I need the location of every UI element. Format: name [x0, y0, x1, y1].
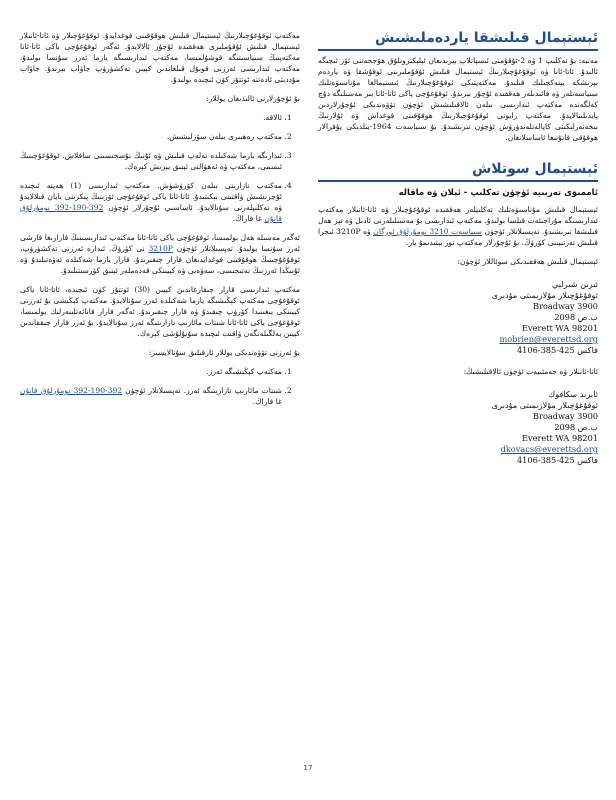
- support-paragraph: مەنبە: بۇ تەكلىپ 1 ۋە 2-ئۇقۇمنى ئىسپاتلاپ بېرىدىغان ئېلېكترونلۇق ھۆججەتنى ئۆز ئىچىگە ئالىدۇ. ئاتا-ئانا ۋە ئوقۇغۇچىلارنىڭ ئېستېمال قىلىش ئۇقۇملىرىنى ئوقۇشقا ۋە ياردەم بېرىشكە يېتەكچىلىك قىلىدۇ. مەكتەپتىكى ئوقۇغۇچىلارنىڭ ئىستېمالغا مۇناسىۋەتلىك سىياسەتلەر ۋە قائىدىلەر ھەققىدە ئۇچۇر بېرىدۇ. ئوقۇغۇچى ياكى ئاتا-ئانا بىر مەسىلىگە دۇچ كەلگەندە مەكتەپ ئىدارىسى بىلەن ئالاقىلىشىش ئۈچۈن تۆۋەندىكى ئۇچۇرلاردىن پايدىلىنالايدۇ. مەكتەپ رايونى ئوقۇغۇچىلارنىڭ ھوقۇقىنى قوغداش ۋە ئۇلارنىڭ بىخەتەرلىكىنى كاپالەتلەندۈرۈش ئۈچۈن تىرىشىدۇ. بۇ سىياسەت 1964-يىلدىكى پۇقرالار ھوقۇقى قانۇنىغا ئاساسلانغان.: [318, 56, 598, 142]
- appeal-text-a: ئەگەر مەسىلە ھەل بولمىسا، ئوقۇغۇچى ياكى ئاتا-ئانا مەكتەپ ئىدارىسىنىڭ قارارىغا قارشى ئەرز سۇنسا بولىدۇ. تەپسىلاتلار ئۈچۈن: [20, 233, 300, 253]
- right-column: [318, 30, 598, 476]
- contact-intro-2: ئاتا-ئانىلار ۋە جەمئىيەت ئۈچۈن ئالاقىلىشىڭ:: [463, 367, 598, 376]
- contact-1-street: 3900 Broadway: [533, 301, 598, 311]
- appeal-paragraph: [20, 232, 300, 276]
- rights-paragraph: مەكتەپ ئوقۇغۇچىلارنىڭ ئېستېمال قىلىش ھوقۇقىنى قوغدايدۇ. ئوقۇغۇچىلار ۋە ئاتا-ئانىلار ئېستېمال قىلىش ئۇقۇملىرى ھەققىدە ئۇچۇر ئالالايدۇ. ئەگەر ئوقۇغۇچى ياكى ئاتا-ئانا مەكتەپنىڭ سىياسىتىگە قوشۇلمىسا، مەكتەپ ئىدارىسىگە يازما ئەرز سۇنسا بولىدۇ. مەكتەپ ئىدارىسى ئەرزنى قوبۇل قىلغاندىن كېيىن تەكشۈرۈپ جاۋاب بېرىدۇ. جاۋاب مۇددىتى ئادەتتە ئوتتۇز كۈن ئىچىدە بولىدۇ.: [20, 31, 300, 84]
- contact-1-city: Everett WA 98201: [522, 323, 598, 333]
- consumption-subheading: ئاممىۋى تەربىيە ئۈچۈن تەكلىپ - ئېلان ۋە ماقالە: [398, 188, 598, 198]
- contact-1-pobox: ب.ص 2098: [554, 312, 598, 322]
- contact-block-1: [318, 279, 598, 356]
- consumption-text-a: ئېستېمال قىلىش مۇناسىۋەتلىك تەكلىپلەر ھەققىدە ئوقۇغۇچىلار ۋە ئاتا-ئانىلار مەكتەپ ئىدارىسىگە مۇراجىئەت قىلسا بولىدۇ. مەكتەپ ئىدارىسى بۇ مەسىلىلەرنى ئادىل ۋە تېز ھەل قىلىشقا تىرىشىدۇ. تەپسىلاتلار ئۈچۈن: [318, 205, 598, 236]
- consumption-paragraph: [318, 204, 598, 248]
- contact-2-pobox: ب.ص 2098: [554, 422, 598, 432]
- consumption-text-b: ۋە 3210P ئىجرا قىلىش تەرتىپىنى كۆرۈڭ. بۇ ئۇچۇرلار مەكتەپ تور بېتىدىمۇ بار.: [318, 227, 598, 247]
- list-item: [20, 180, 282, 224]
- section-title-support: ئېستېمال قىلىشقا ياردەملىشىش: [318, 30, 598, 51]
- contact-2-email[interactable]: dkovacs@everettsd.org: [500, 444, 598, 454]
- appeal-procedure-link[interactable]: 3210P: [148, 244, 173, 253]
- board-appeal-paragraph: مەكتەپ ئىدارىسى قارار چىقارغاندىن كېيىن (30) ئوتتۇز كۈن ئىچىدە، ئاتا-ئانا ياكى ئوقۇغۇچى مەكتەپ كېڭىشىگە يازما شەكىلدە ئەرز سۇنالايدۇ. مەكتەپ كېڭىشى بۇ ئەرزنى كېيىنكى يىغىنىدا كۆرۈپ چىقىدۇ ۋە قارار چىقىرىدۇ. ئەگەر قارار قانائەتلىنەرلىك بولمىسا، ئوقۇغۇچى ياكى ئاتا-ئانا شىتات مائارىپ نازارىتىگە ئەرز سۇنالايدۇ. بۇ ئەرز قارار چىققاندىن كېيىن بەلگىلەنگەن ۋاقىت ئىچىدە سۇنۇلۇشى كېرەك.: [20, 285, 300, 338]
- contact-1-fax: فاكس 425-385-4106: [516, 345, 598, 355]
- contact-1-title: ئوقۇغۇچىلار مۇلازىمىتى مۇدىرى: [491, 290, 598, 300]
- steps-list: [20, 112, 300, 224]
- contact-2-title: ئوقۇغۇچىلار مۇلازىمىتى مۇدىرى: [491, 400, 598, 410]
- final-intro: بۇ ئەرزنى تۆۋەندىكى يوللار ئارقىلىق سۇنالايسىز:: [148, 348, 300, 357]
- list-item: [20, 385, 282, 407]
- left-column: [20, 30, 300, 415]
- final-law-link[interactable]: 392-190-392 نومۇرلۇق قانۇن: [20, 386, 123, 395]
- list-item: 3. ئىدارىگە يازما شەكىلدە تەلەپ قىلىش ۋە ئۇنىڭ نۇسخىسىنى ساقلاش. ئوقۇغۇچىنىڭ ئىسمى، مەكتەپ ۋە ئەھۋالنى ئېنىق يېزىش كېرەك.: [20, 150, 282, 172]
- contact-block-2: [318, 389, 598, 466]
- list-item: 1. ئالاقە.: [20, 112, 282, 123]
- final-steps-list: [20, 366, 300, 407]
- step4-law-link[interactable]: 392-190-392 نومۇرلۇق قانۇن: [20, 203, 282, 223]
- list-item: 2. مەكتەپ رەھبىرى بىلەن سۆزلىشىش.: [20, 131, 282, 142]
- contact-2-fax: فاكس 425-385-4106: [516, 455, 598, 465]
- step4-tail: غا قاراڭ.: [232, 214, 263, 223]
- page-number: 17: [303, 764, 313, 772]
- contact-2-city: Everett WA 98201: [522, 433, 598, 443]
- contact-2-name: ئابرىد سكافوك: [548, 389, 598, 399]
- appeal-text-b: نى كۆرۈڭ. ئىدارە ئەرزنى تەكشۈرۈپ، ئوقۇغۇچىنىڭ ھوقۇقىنى قوغدايدىغان قارار چىقىرىدۇ. قارار يازما شەكىلدە ئەۋەتىلىدۇ ۋە ئۇنىڭدا ئەرزنىڭ نەتىجىسى، سەۋەبى ۋە كېيىنكى قەدەملەر ئېنىق كۆرسىتىلىدۇ.: [20, 244, 300, 275]
- final-step-text: شىتات مائارىپ نازارىتىگە ئەرز. تەپسىلاتلار ئۈچۈن: [125, 386, 282, 395]
- contact-2-street: 3900 Broadway: [533, 411, 598, 421]
- final-step-tail: غا قاراڭ.: [252, 397, 282, 406]
- step4-text: مەكتەپ نازارىتى بىلەن كۆرۈشۈش. مەكتەپ ئىدارىسى (1) ھەپتە ئىچىدە ئۇچرىشىش ۋاقتىنى بېكىتىدۇ. ئاتا-ئانا ياكى ئوقۇغۇچى ئۆزىنىڭ پىكرىنى بايان قىلالايدۇ ۋە تەكلىپلەرنى سۇنالايدۇ. ئاساسىي ئۇچۇرلار ئۈچۈن: [20, 181, 282, 212]
- list-item: 1. مەكتەپ كېڭىشىگە ئەرز.: [20, 366, 282, 377]
- section-title-consumption: ئېستېمال سوتلاش: [318, 161, 598, 182]
- contact-1-email[interactable]: mobrien@everettsd.org: [499, 334, 598, 344]
- policy-link[interactable]: سىياسەت 3210 نومۇرلۇق ئورگان: [373, 227, 482, 236]
- contact-intro: ئېستېمال قىلىش ھەققىدىكى سوئاللار ئۈچۈن:: [457, 257, 598, 266]
- steps-intro: بۇ ئۇچۇرلارنى ئالىدىغان يوللار:: [206, 94, 300, 103]
- contact-1-name: ئىرىن شىرلېي: [551, 279, 598, 289]
